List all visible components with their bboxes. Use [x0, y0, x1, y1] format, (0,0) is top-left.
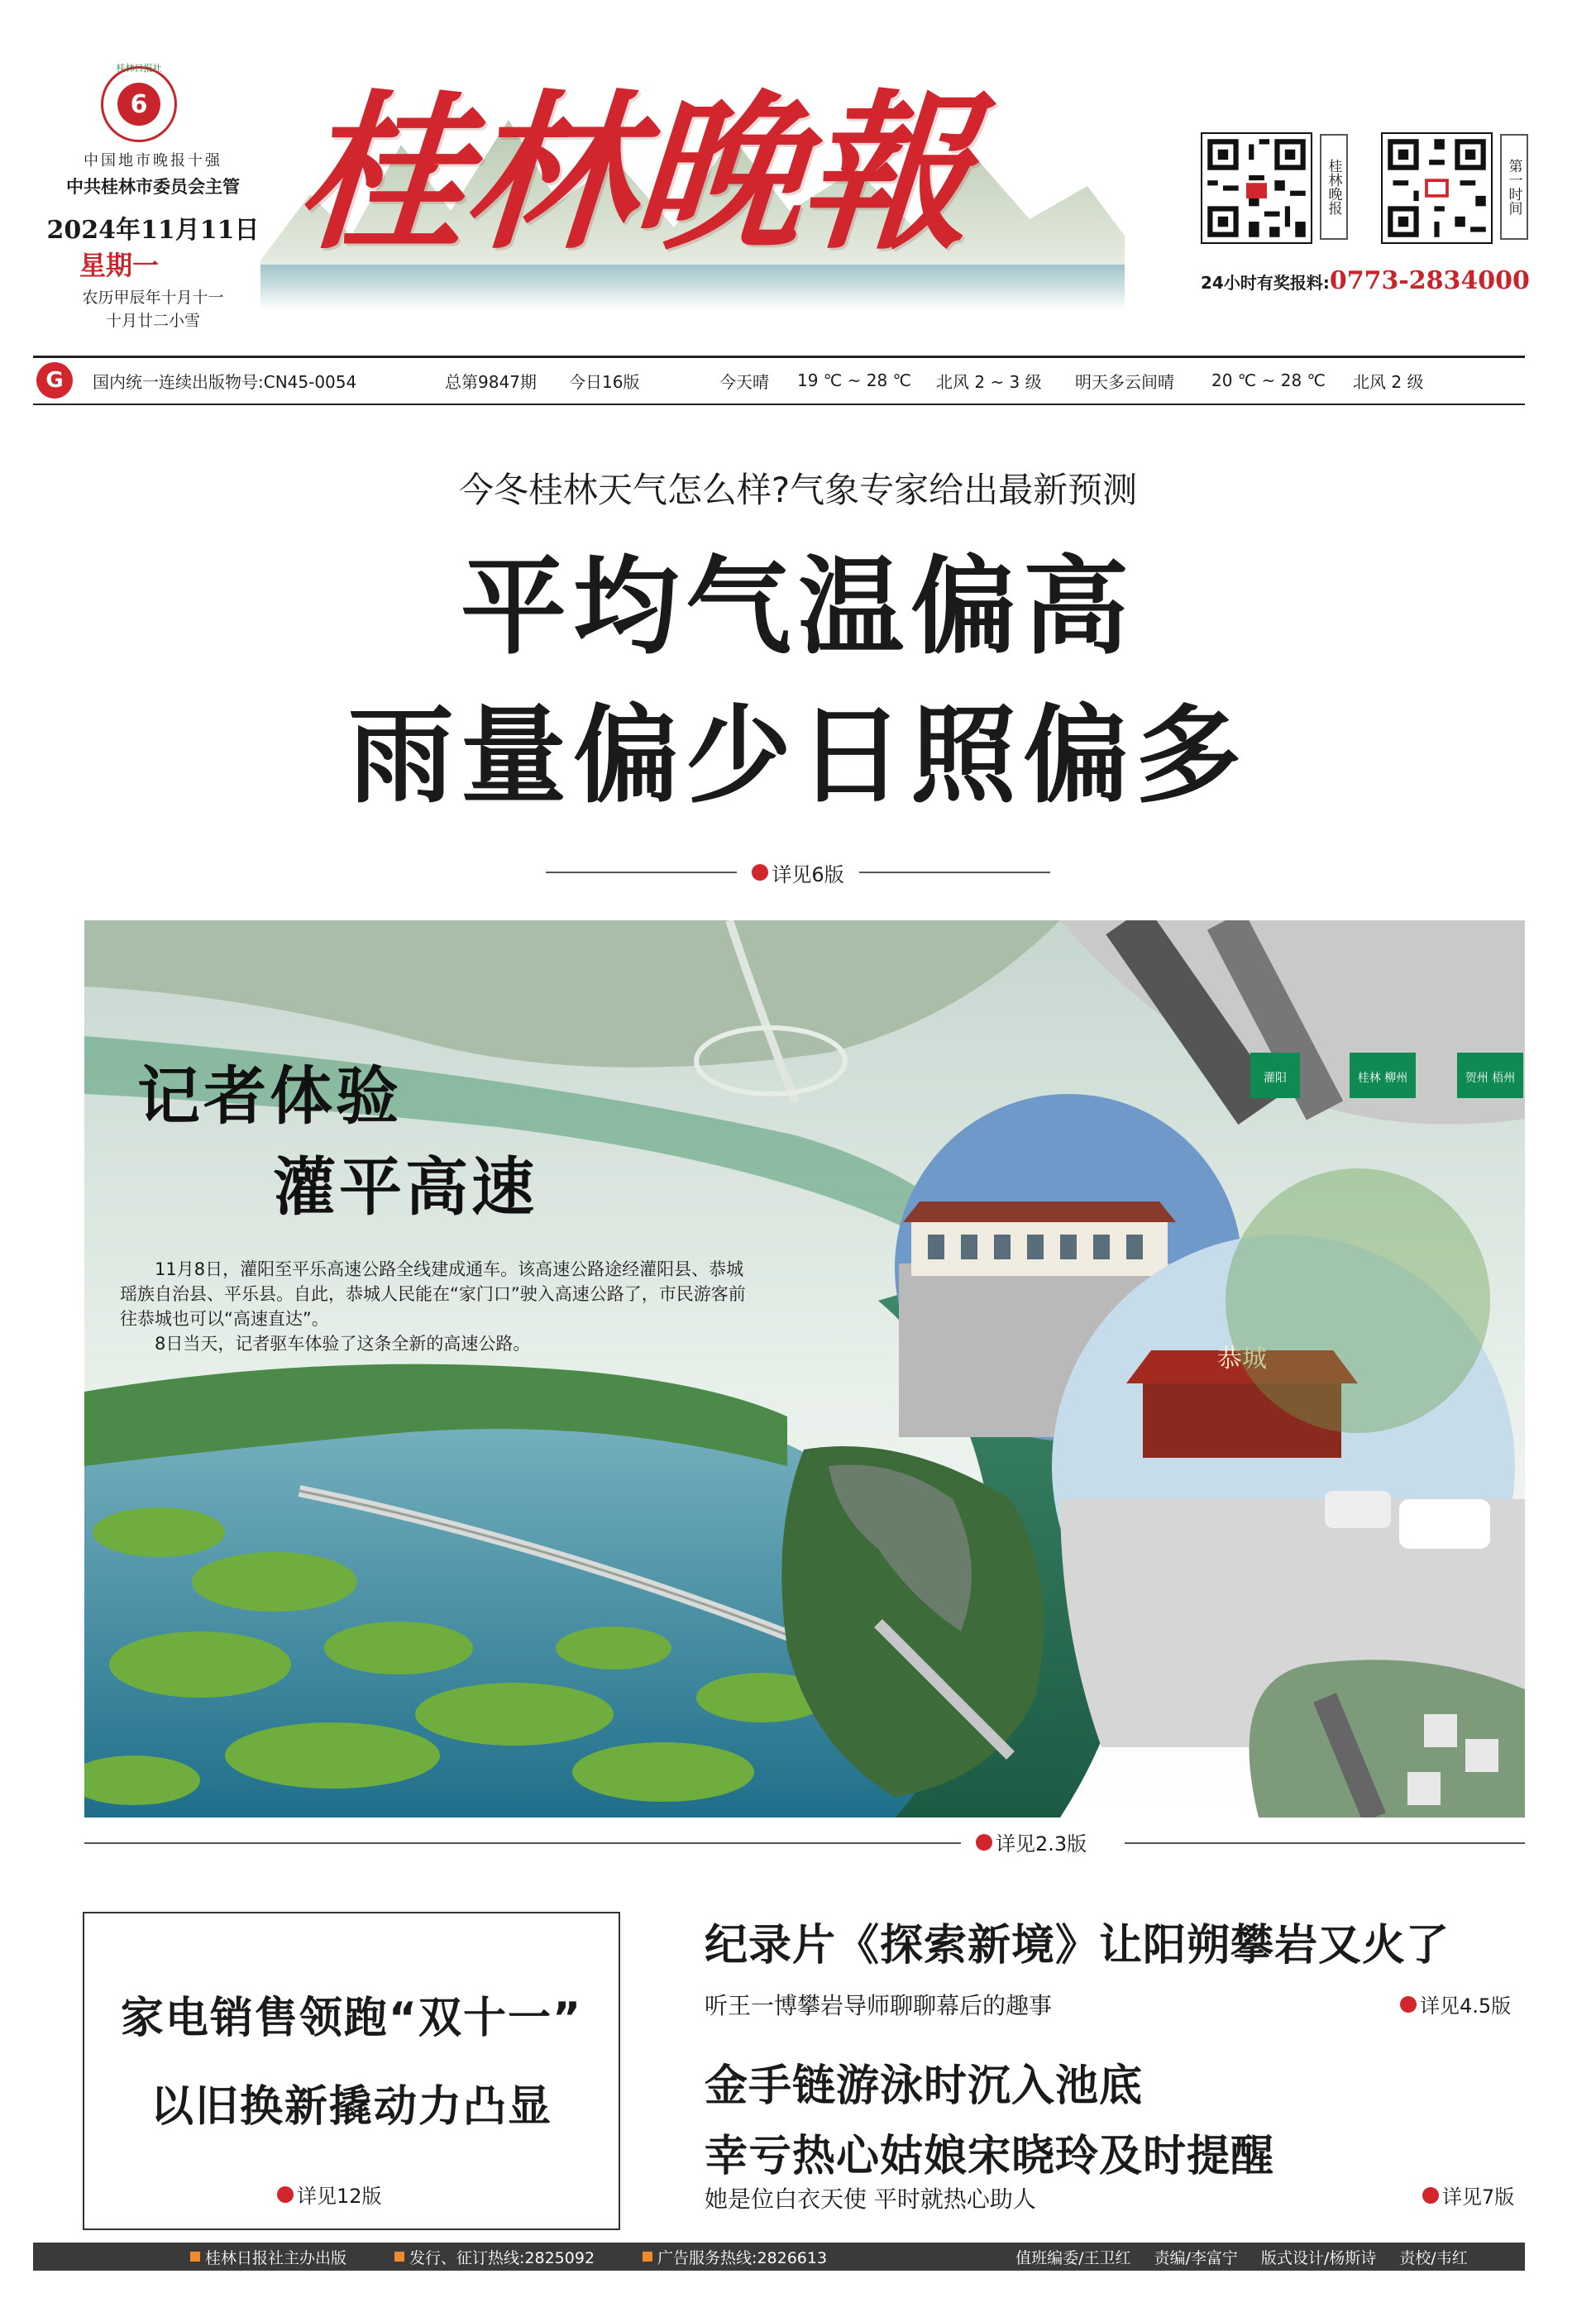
- story-1-headline[interactable]: 纪录片《探索新境》让阳朔攀岩又火了: [705, 1921, 1450, 1970]
- story-1-see-page: [1400, 1990, 1511, 2018]
- footer-duty-editor: 值班编委/王卫红: [1015, 2248, 1131, 2267]
- footer-bar: [33, 2243, 1525, 2271]
- footer-publisher: 桂林日报社主办出版: [205, 2248, 347, 2267]
- feature-title-line-1[interactable]: 记者体验: [137, 1059, 402, 1133]
- weather-tomorrow: 明天多云间晴: [1075, 371, 1174, 392]
- see-page-label[interactable]: 详见2.3版: [996, 1832, 1087, 1856]
- bullet-icon: [1422, 2187, 1439, 2204]
- see-page-label[interactable]: 详见12版: [297, 2185, 382, 2208]
- bullet-icon: [277, 2186, 294, 2203]
- qr-label: 第一时间: [1500, 134, 1528, 240]
- weather-today: 今天晴: [719, 371, 769, 392]
- bullet-icon: [1400, 1996, 1417, 2013]
- see-page-label[interactable]: 详见7版: [1442, 2185, 1515, 2209]
- divider: [84, 1842, 961, 1844]
- lead-kicker: 今冬桂林天气怎么样?气象专家给出最新预测: [458, 470, 1138, 510]
- divider: [33, 404, 1525, 405]
- see-page-label[interactable]: 详见6版: [772, 862, 844, 886]
- hotline-label: 24小时有奖报料:: [1201, 273, 1330, 293]
- lead-headline-line-2[interactable]: 雨量偏少日照偏多: [347, 695, 1248, 818]
- divider: [1125, 1842, 1525, 1844]
- footer-editor: 责编/李富宁: [1154, 2248, 1238, 2267]
- weather-today-temp: 19 ℃ ~ 28 ℃: [797, 370, 912, 390]
- weather-tomorrow-wind: 北风 2 级: [1353, 371, 1424, 392]
- qr-code-icon[interactable]: [1201, 132, 1312, 244]
- lunar-date: 农历甲辰年十月十一: [82, 289, 224, 307]
- weekday: 星期一: [79, 250, 160, 281]
- bullet-icon: [752, 864, 768, 881]
- feature-see-page: [976, 1827, 1087, 1856]
- story-2-headline-2[interactable]: 幸亏热心姑娘宋晓玲及时提醒: [705, 2132, 1275, 2181]
- seal-caption: 桂林日报社: [116, 63, 162, 74]
- story-2-headline-1[interactable]: 金手链游泳时沉入池底: [705, 2061, 1144, 2111]
- weather-today-wind: 北风 2 ~ 3 级: [936, 371, 1042, 392]
- feature-title-line-2[interactable]: 灌平高速: [273, 1150, 538, 1224]
- square-bullet-icon: [394, 2252, 404, 2262]
- feature-body-paragraph-1: 11月8日，灌阳至平乐高速公路全线建成通车。该高速公路途经灌阳县、恭城瑶族自治县、平乐县。自此，恭城人民能在“家门口”驶入高速公路了，市民游客前往恭城也可以“高速直达”。: [120, 1259, 746, 1329]
- solar-term: 十月廿二小雪: [105, 312, 200, 330]
- divider: [33, 356, 1525, 358]
- supervisor-text: 中共桂林市委员会主管: [66, 176, 240, 197]
- footer-designer: 版式设计/杨斯诗: [1260, 2248, 1377, 2267]
- news-tip-hotline: [1201, 266, 1530, 295]
- hotline-number: 0773-2834000: [1329, 266, 1530, 295]
- lead-headline-line-1[interactable]: 平均气温偏高: [460, 546, 1135, 669]
- newspaper-seal-logo: [101, 66, 177, 142]
- weather-tomorrow-temp: 20 ℃ ~ 28 ℃: [1211, 370, 1326, 390]
- bullet-icon: [976, 1834, 992, 1851]
- feature-body-paragraph-2: 8日当天，记者驱车体验了这条全新的高速公路。: [155, 1334, 531, 1354]
- publication-number: 国内统一连续出版物号:CN45-0054: [93, 371, 357, 392]
- highway-sign-2: 桂林 柳州: [1357, 1072, 1408, 1085]
- highway-sign-3: 贺州 梧州: [1465, 1072, 1516, 1085]
- story-2-subhead: 她是位白衣天使 平时就热心助人: [705, 2185, 1036, 2213]
- footer-ads: 广告服务热线:2826613: [657, 2248, 828, 2267]
- square-bullet-icon: [643, 2252, 652, 2262]
- footer-subscription: 发行、征订热线:2825092: [409, 2248, 595, 2267]
- boxed-story-headline-2[interactable]: 以旧换新撬动力凸显: [150, 2082, 552, 2132]
- boxed-story-see-page: [277, 2180, 382, 2209]
- newspaper-title: 桂林晚報: [290, 74, 977, 273]
- boxed-story-headline-1[interactable]: 家电销售领跑“双十一”: [120, 1994, 583, 2043]
- see-page-label[interactable]: 详见4.5版: [1420, 1994, 1512, 2018]
- footer-proofreader: 责校/韦红: [1399, 2248, 1468, 2267]
- story-2-see-page: [1422, 2181, 1514, 2209]
- page-count: 今日16版: [569, 371, 640, 392]
- ranking-text: 中国地市晚报十强: [84, 152, 222, 170]
- story-1-subhead: 听王一博攀岩导师聊聊幕后的趣事: [705, 1992, 1053, 2019]
- issue-date: 2024年11月11日: [46, 216, 260, 245]
- qr-code-icon[interactable]: [1381, 132, 1493, 244]
- highway-sign-1: 灌阳: [1264, 1072, 1287, 1085]
- newspaper-logo-icon: G: [36, 362, 73, 399]
- square-bullet-icon: [190, 2252, 200, 2262]
- issue-number: 总第9847期: [445, 371, 537, 392]
- lead-see-page: [546, 860, 1050, 885]
- toll-gate-sign: 恭城: [1217, 1345, 1267, 1373]
- qr-label: 桂林晚报: [1320, 134, 1348, 240]
- seal-center: 6: [117, 83, 160, 126]
